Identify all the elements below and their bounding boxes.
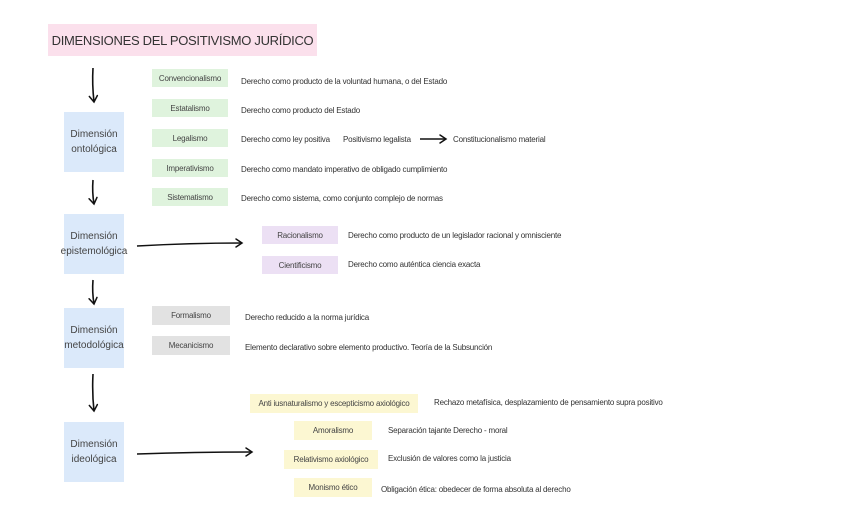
- tag-convencionalismo: Convencionalismo: [152, 69, 228, 87]
- desc-cientificismo: Derecho como auténtica ciencia exacta: [348, 260, 481, 269]
- desc-anti-iusnaturalismo: Rechazo metafísica, desplazamiento de pensamiento supra positivo: [434, 398, 663, 407]
- arrow-right-epistemologica: [137, 243, 242, 246]
- dimension-ontologica: Dimensión ontológica: [64, 112, 124, 172]
- arrow-down-2: [93, 180, 94, 204]
- tag-mecanicismo: Mecanicismo: [152, 336, 230, 355]
- dimension-ideologica: Dimensión ideológica: [64, 422, 124, 482]
- desc-estatalismo: Derecho como producto del Estado: [241, 106, 361, 115]
- desc-relativismo-axiologico: Exclusión de valores como la justicia: [388, 454, 511, 463]
- desc-racionalismo: Derecho como producto de un legislador racional y omnisciente: [348, 231, 562, 240]
- tag-amoralismo: Amoralismo: [294, 421, 372, 440]
- tag-cientificismo: Cientificismo: [262, 256, 338, 274]
- desc-mecanicismo: Elemento declarativo sobre elemento productivo. Teoría de la Subsunción: [245, 343, 493, 352]
- tag-racionalismo: Racionalismo: [262, 226, 338, 244]
- constitucionalismo-material: Constitucionalismo material: [453, 135, 546, 144]
- tag-imperativismo: Imperativismo: [152, 159, 228, 177]
- desc-sistematismo: Derecho como sistema, como conjunto complejo de normas: [241, 194, 443, 203]
- desc-monismo-etico: Obligación ética: obedecer de forma absoluta al derecho: [381, 485, 571, 494]
- dimension-metodologica: Dimensión metodológica: [64, 308, 124, 368]
- desc-legalismo: Derecho como ley positiva: [241, 135, 330, 144]
- tag-relativismo-axiologico: Relativismo axiológico: [284, 450, 378, 469]
- arrow-down-4: [93, 374, 94, 411]
- desc-imperativismo: Derecho como mandato imperativo de obligado cumplimiento: [241, 165, 448, 174]
- arrow-right-ideologica: [137, 452, 252, 454]
- tag-sistematismo: Sistematismo: [152, 188, 228, 206]
- tag-monismo-etico: Monismo ético: [294, 478, 372, 497]
- desc-convencionalismo: Derecho como producto de la voluntad humana, o del Estado: [241, 77, 448, 86]
- tag-formalismo: Formalismo: [152, 306, 230, 325]
- desc-formalismo: Derecho reducido a la norma jurídica: [245, 313, 369, 322]
- positivismo-legalista: Positivismo legalista: [343, 135, 411, 144]
- arrow-down-1: [93, 68, 94, 102]
- desc-amoralismo: Separación tajante Derecho - moral: [388, 426, 508, 435]
- arrow-down-3: [93, 280, 94, 304]
- tag-anti-iusnaturalismo: Anti iusnaturalismo y escepticismo axiológico: [250, 394, 418, 413]
- tag-estatalismo: Estatalismo: [152, 99, 228, 117]
- tag-legalismo: Legalismo: [152, 129, 228, 147]
- page-title: DIMENSIONES DEL POSITIVISMO JURÍDICO: [48, 24, 317, 56]
- dimension-epistemologica: Dimensión epistemológica: [64, 214, 124, 274]
